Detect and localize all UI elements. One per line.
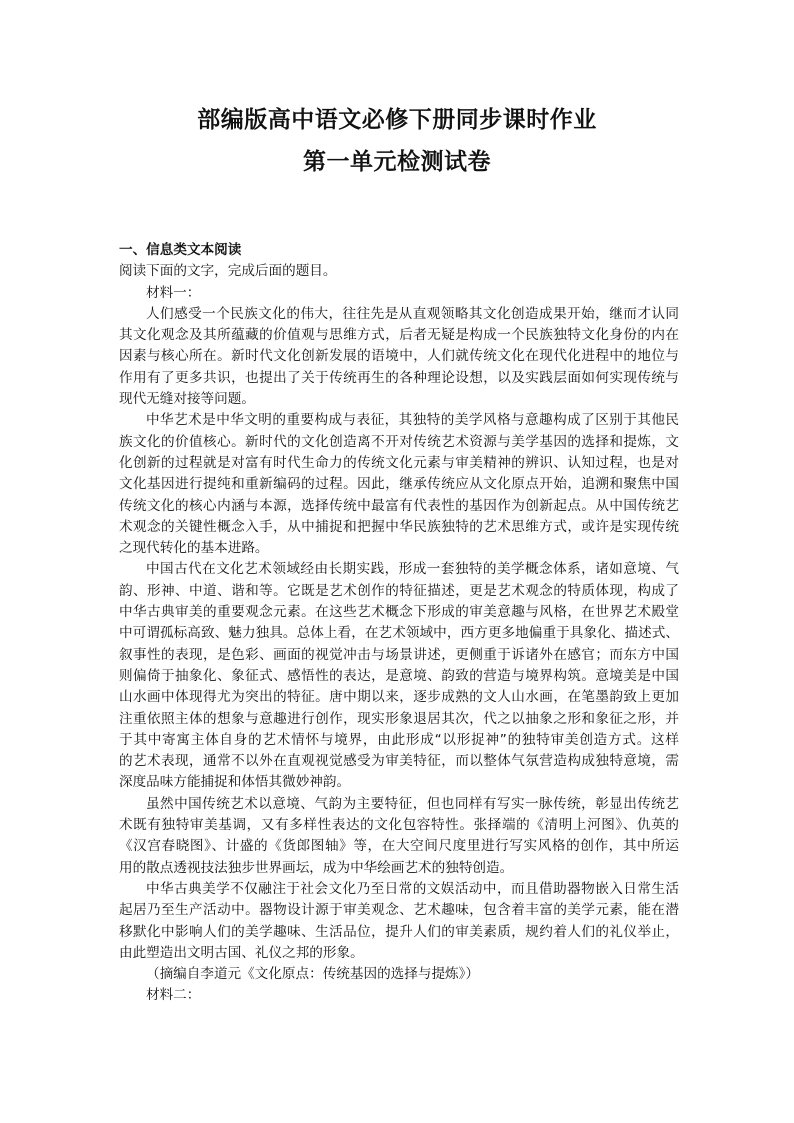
paragraph-line: 中国古代在文化艺术领域经由长期实践，形成一套独特的美学概念体系，诸如意境、气	[146, 561, 679, 578]
section-heading: 一、信息类文本阅读	[119, 242, 242, 258]
paragraph-2	[119, 410, 679, 559]
paragraph-5	[119, 879, 679, 964]
paragraph-line: 中可谓孤标高致、魅力独具。总体上看，在艺术领域中，西方更多地偏重于具象化、描述式、	[119, 625, 679, 642]
paragraph-line: 术观念的关键性概念入手，从中捕捉和把握中华民族独特的艺术思维方式，或许是实现传统	[119, 518, 679, 535]
document-subtitle: 第一单元检测试卷	[303, 148, 491, 175]
paragraph-line: 则偏倚于抽象化、象征式、感悟性的表达，是意境、韵致的营造与境界构筑。意境美是中国	[119, 667, 679, 684]
paragraph-line: 作用有了更多共识，也提出了关于传统再生的各种理论设想，以及实践层面如何实现传统与	[119, 369, 679, 386]
paragraph-line: 人们感受一个民族文化的伟大，往往先是从直观领略其文化创造成果开始，继而才认同	[146, 305, 679, 322]
paragraph-line: 因素与核心所在。新时代文化创新发展的语境中，人们就传统文化在现代化进程中的地位与	[119, 348, 679, 365]
paragraph-line: 之现代转化的基本进路。	[119, 540, 269, 557]
reading-section	[119, 240, 679, 1007]
paragraph-line: 用的散点透视技法独步世界画坛，成为中华绘画艺术的独特创造。	[119, 859, 514, 876]
paragraph-line: 虽然中国传统艺术以意境、气韵为主要特征，但也同样有写实一脉传统，彰显出传统艺	[146, 795, 679, 812]
paragraph-line: 中华古典美学不仅融注于社会文化乃至日常的文娱活动中，而且借助器物嵌入日常生活	[146, 880, 679, 897]
paragraph-line: 由此塑造出文明古国、礼仪之邦的形象。	[119, 944, 364, 961]
paragraph-line: 术既有独特审美基调，又有多样性表达的文化包容特性。张择端的《清明上河图》、仇英的	[119, 817, 679, 834]
paragraph-line: 族文化的价值核心。新时代的文化创造离不开对传统艺术资源与美学基因的选择和提炼，文	[119, 433, 679, 450]
paragraph-line: 现代无缝对接等问题。	[119, 391, 255, 408]
paragraph-line: 山水画中体现得尤为突出的特征。唐中期以来，逐步成熟的文人山水画，在笔墨韵致上更加	[119, 689, 679, 706]
paragraph-line: 其文化观念及其所蕴藏的价值观与思维方式，后者无疑是构成一个民族独特文化身份的内在	[119, 327, 679, 344]
paragraph-line: 叙事性的表现，是色彩、画面的视觉冲击与场景讲述，更侧重于诉诸外在感官；而东方中国	[119, 646, 679, 663]
paragraph-line: 注重依照主体的想象与意趣进行创作，现实形象退居其次，代之以抽象之形和象征之形，并	[119, 710, 679, 727]
paragraph-line: 中华古典审美的重要观念元素。在这些艺术概念下形成的审美意趣与风格，在世界艺术殿堂	[119, 604, 679, 621]
paragraph-line: 《汉宫春晓图》、计盛的《货郎图轴》等，在大空间尺度里进行写实风格的创作，其中所运	[119, 838, 679, 855]
paragraph-4	[119, 794, 679, 879]
paragraph-1	[119, 304, 679, 410]
paragraph-line: 起居乃至生产活动中。器物设计源于审美观念、艺术趣味，包含着丰富的美学元素，能在潜	[119, 902, 679, 919]
paragraph-line: 于其中寄寓主体自身的艺术情怀与境界，由此形成“以形捉神”的独特审美创造方式。这样	[119, 731, 679, 748]
paragraph-line: 的艺术表现，通常不以外在直观视觉感受为审美特征，而以整体气氛营造构成独特意境，需	[119, 753, 679, 770]
paragraph-line: 化创新的过程就是对富有时代生命力的传统文化元素与审美精神的辨识、认知过程，也是对	[119, 454, 679, 471]
paragraph-line: 深度品味方能捕捉和体悟其微妙神韵。	[119, 774, 351, 791]
material-2-label: 材料二：	[146, 987, 201, 1004]
document-title: 部编版高中语文必修下册同步课时作业	[197, 106, 597, 133]
instruction-text: 阅读下面的文字，完成后面的题目。	[119, 263, 337, 280]
paragraph-line: 文化基因进行提纯和重新编码的过程。因此，继承传统应从文化原点开始，追溯和聚焦中国	[119, 476, 679, 493]
paragraph-line: 韵、形神、中道、谐和等。它既是艺术创作的特征描述，更是艺术观念的特质体现，构成了	[119, 582, 679, 599]
material-1-label: 材料一：	[146, 284, 201, 301]
paragraph-line: 传统文化的核心内涵与本源，选择传统中最富有代表性的基因作为创新起点。从中国传统艺	[119, 497, 679, 514]
paragraph-line: 中华艺术是中华文明的重要构成与表征，其独特的美学风格与意趣构成了区别于其他民	[146, 412, 679, 429]
paragraph-3	[119, 559, 679, 793]
source-citation: （摘编自李道元《文化原点：传统基因的选择与提炼》）	[146, 966, 480, 983]
paragraph-line: 移默化中影响人们的美学趣味、生活品位，提升人们的审美素质，规约着人们的礼仪举止，	[119, 923, 679, 940]
